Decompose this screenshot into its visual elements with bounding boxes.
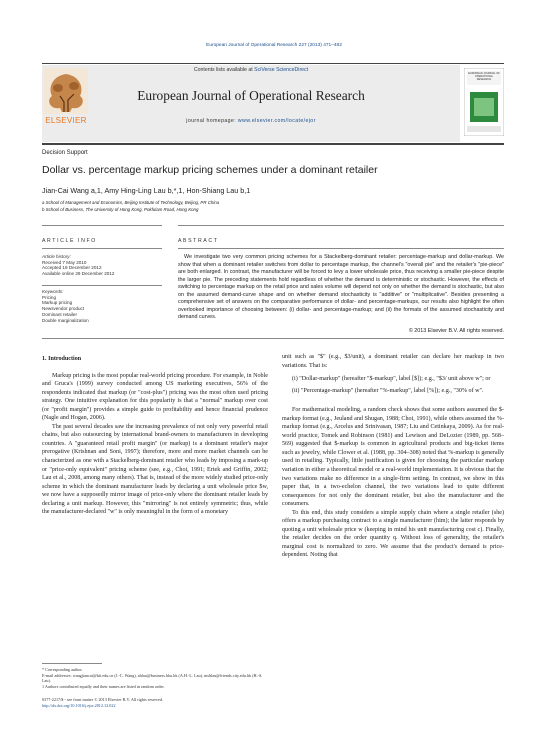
body-left-column [42, 355, 268, 517]
article-history [42, 254, 162, 277]
abstract-mid-rule [178, 248, 504, 249]
keyword-item: Dominant retailer [42, 311, 77, 317]
history-label: Article history: [42, 254, 71, 259]
journal-name: European Journal of Operational Research [137, 88, 365, 103]
header-top-rule [42, 63, 504, 64]
homepage-prefix: journal homepage: [186, 118, 237, 124]
doi-link[interactable]: http://dx.doi.org/10.1016/j.ejor.2012.12.022 [42, 702, 116, 708]
body-right-column [282, 353, 504, 560]
sciencedirect-link[interactable]: SciVerse ScienceDirect [254, 67, 309, 73]
equal-contribution-note: 1 Authors contributed equally and their names are listed in random order. [42, 683, 165, 689]
received-date: Received 7 May 2010 [42, 259, 87, 265]
keywords-block [42, 289, 162, 323]
keyword-item: Markup pricing [42, 300, 73, 306]
keyword-item: Double marginalization [42, 317, 89, 323]
header-bottom-rule [42, 143, 504, 145]
journal-homepage-line [42, 118, 460, 124]
intro-heading: 1. Introduction [42, 356, 82, 362]
body-paragraph: unit such as "$" (e.g., $3/unit), a dominant retailer can declare her markup in two variations. That is: [282, 354, 504, 369]
keywords-rule [42, 285, 162, 286]
article-info-heading: ARTICLE INFO [42, 238, 97, 244]
affiliation-a: a School of Management and Economics, Beijing Institute of Technology, Beijing, PR China [42, 200, 220, 205]
abstract-text: We investigate two very common pricing schemes for a Stackelberg-dominant retailer: percentage-markup and dollar-markup. We show that when a dominant retailer switches from dollar to percentage markup, the channel's "overall pie" and the retailer's "pie-piece" are both enlarged. In contrast, the manufacturer will be forced to levy a lower wholesale price, thus receiving a smaller pie-piece despite the larger pie. The preceding statements hold regardless of whether the demand is deterministic or stochastic. However, the effects of switching to percentage markup on the retail price and sales volume will depend not only on whether the demand is stochastic, but also on the assumed demand-curve shape and on whether demand stochasticity is "additive" or "multiplicative". Besides presenting a comprehensive set of answers on the comparative performance of dollar- and percentage-markups, our results also highlight the often overlooked importance of choosing between: (i) dollar- and percentage-markup; and (ii) the formats of the assumed stochasticity and demand curves. [178, 254, 504, 321]
abstract-heading: ABSTRACT [178, 238, 219, 244]
issn-line: 0377-2217/$ - see front matter © 2013 Elsevier B.V. All rights reserved. [42, 697, 164, 702]
body-paragraph: For mathematical modeling, a random check shows that some authors assumed the $-markup format (e.g., Jeuland and Shugan, 1988; Choi, 1991), while others assumed the %-markup format (e.g., Arcelus and Srinivasan, 1987; Liu and Cetinkaya, 2009). As for real-world practice, Tomek and Robinson (1981) and Lewison and DeLozier (1989, pp. 568–569) suggested that $-markup is common in agricultural products and big-ticket items such as jewelry, while Clower et al. (1988, pp. 304–308) noted that %-markup is generally used in retailing. Typically, little justification is given for choosing the particular markup variation in either a theoretical model or a real-world implementation. It is obvious that the two variations make no difference in a single-firm setting. In contrast, we show in this paper that, in a two-echelon channel, the two variations lead to quite different consequences for not only the dominant retailer, but also the manufacturer and the consumers. [282, 407, 504, 508]
front-matter [42, 697, 342, 708]
footnotes [42, 667, 268, 689]
contents-prefix: Contents lists available at [193, 67, 253, 73]
article-info-top-rule [42, 225, 162, 226]
list-item: (ii) "Percentage-markup" (hereafter "%-markup", label [%]); e.g., "30% of w". [292, 387, 484, 394]
body-paragraph: Markup pricing is the most popular real-world pricing procedure. For example, in Noble and Gruca's (1999) survey conducted among US marketing executives, 56% of the respondents indicated that markup (or "cost-plus") pricing was the most often used pricing strategy. One intuitive explanation for this popularity is that a "normal" markup over cost (or "profit margin") provides a simple guide to profitability and hence financial prudence (Nagle and Hogan, 2006). [42, 372, 268, 422]
publisher-name: ELSEVIER [45, 116, 87, 125]
affiliation-b: b School of Business, The University of Hong Kong, Pokfulam Road, Hong Kong [42, 207, 199, 212]
journal-homepage-link[interactable]: www.elsevier.com/locate/ejor [237, 118, 316, 124]
journal-citation: European Journal of Operational Research 227 (2013) 471–482 [206, 43, 342, 48]
keywords-label: Keywords: [42, 289, 64, 294]
article-info-mid-rule [42, 248, 162, 249]
abstract-top-rule [178, 225, 504, 226]
contents-availability-line [42, 67, 460, 73]
article-authors: Jian-Cai Wang a,1, Amy Hing-Ling Lau b,*,1, Hon-Shiang Lau b,1 [42, 186, 251, 195]
keyword-item: Newsvendor product [42, 306, 85, 312]
email-addresses: E-mail addresses: wangjiancai@bit.edu.cn (J.-C. Wang), ahlau@business.hku.hk (A.H.-L. Lau), mshlau@friends.city.edu.hk (H.-S. Lau). [42, 672, 263, 684]
cover-title: EUROPEAN JOURNAL OF OPERATIONAL RESEARCH [468, 72, 500, 82]
abstract-bottom-rule [42, 338, 504, 339]
article-title: Dollar vs. percentage markup pricing schemes under a dominant retailer [42, 164, 378, 176]
journal-cover-thumbnail [464, 68, 504, 136]
list-item: (i) "Dollar-markup" (hereafter "$-markup", label [$]); e.g., "$3/ unit above w"; or [292, 376, 491, 383]
body-paragraph: The past several decades saw the increasing prevalence of not only very powerful retail chains, but also outsourcing by international brand-owners to manufacturers in developing countries. A "guaranteed retail profit margin" (or markup) is a dominant retailer's major prerogative (Krishnan and Soni, 1997); therefore, more and more market channels can be characterized as one with a Stackelberg-dominant retailer who leads by imposing a mark-up or "price-only equivalent" pricing scheme (see, e.g., Choi, 1991; Ertek and Griffin, 2002; Lau et al., 2008, among many others). That is, instead of the more widely studied price-only scheme in which the dominant manufacturer leads by declaring a unit wholesale price $w, we now have a supposedly mirror image of price-only where the dominant retailer leads by declaring a unit markup. However, this "mirroring" is not entirely symmetric; thus, while the manufacturer-declared "w" is only meaningful in the form of a monetary [42, 423, 268, 516]
keyword-item: Pricing [42, 294, 57, 300]
footnote-rule [42, 663, 102, 664]
article-section: Decision Support [42, 150, 88, 156]
online-date: Available online 29 December 2012 [42, 271, 115, 277]
accepted-date: Accepted 19 December 2012 [42, 265, 102, 271]
abstract-copyright: © 2013 Elsevier B.V. All rights reserved. [408, 328, 504, 334]
body-paragraph: To this end, this study considers a simple supply chain where a single retailer (she) offers a markup purchasing contract to a single manufacturer (him); the latter responds by quoting a unit wholesale price w (keeping in mind his unit manufacturing cost c). Finally, the retailer decides on the order quantity q. Without loss of generality, the retailer's marginal cost is normalized to zero. We assume that the product's demand is price-dependent. Noting that [282, 509, 504, 559]
corresponding-author-note: * Corresponding author. [42, 667, 83, 672]
